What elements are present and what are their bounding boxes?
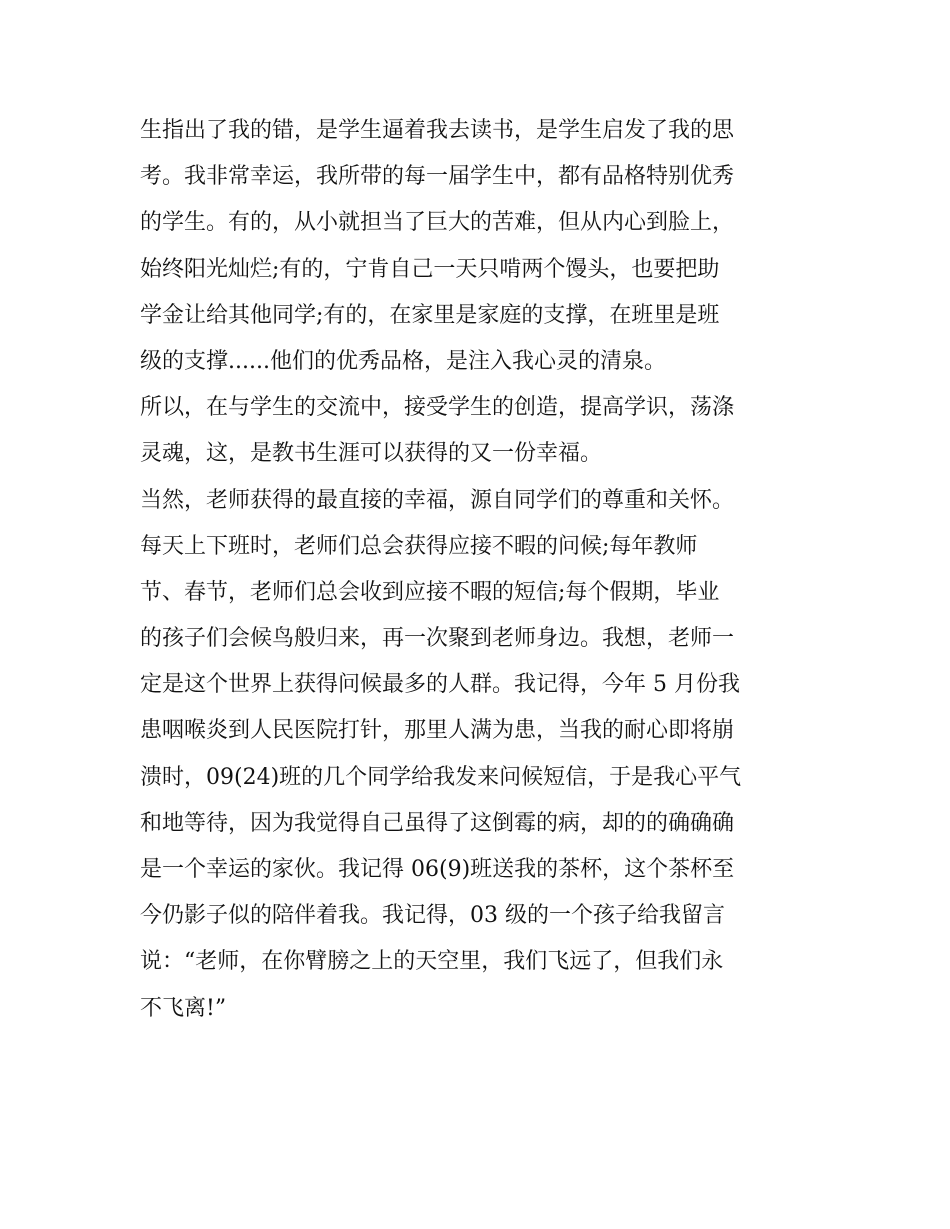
text-line: 生指出了我的错，是学生逼着我去读书，是学生启发了我的思 (140, 118, 735, 143)
text-line: 级的支撑......他们的优秀品格，是注入我心灵的清泉。 (140, 348, 666, 374)
text-line: 灵魂，这，是教书生涯可以获得的又一份幸福。 (140, 441, 603, 467)
text-line: 的学生。有的，从小就担当了巨大的苦难，但从内心到脸上， (140, 210, 735, 236)
body-text (140, 108, 820, 1032)
text-line: 定是这个世界上获得问候最多的人群。我记得，今年 5 月份我 (140, 672, 740, 698)
text-line: 的孩子们会候鸟般归来，再一次聚到老师身边。我想，老师一 (140, 626, 735, 652)
text-line: 考。我非常幸运，我所带的每一届学生中，都有品格特别优秀 (140, 164, 735, 190)
text-line: 所以，在与学生的交流中，接受学生的创造，提高学识，荡涤 (140, 395, 735, 421)
text-line: 始终阳光灿烂;有的，宁肯自己一天只啃两个馒头，也要把助 (140, 256, 720, 282)
text-line: 说：“老师，在你臂膀之上的天空里，我们飞远了，但我们永 (140, 949, 724, 975)
text-line: 和地等待，因为我觉得自己虽得了这倒霉的病，却的的确确确 (140, 810, 735, 836)
text-line: 不飞离!” (140, 995, 227, 1021)
text-line: 当然，老师获得的最直接的幸福，源自同学们的尊重和关怀。 (140, 487, 735, 513)
text-line: 是一个幸运的家伙。我记得 06(9)班送我的茶杯，这个茶杯至 (140, 857, 735, 882)
text-line: 今仍影子似的陪伴着我。我记得，03 级的一个孩子给我留言 (140, 903, 725, 929)
text-line: 节、春节，老师们总会收到应接不暇的短信;每个假期，毕业 (140, 579, 720, 605)
text-line: 学金让给其他同学;有的，在家里是家庭的支撑，在班里是班 (140, 302, 720, 328)
text-line: 溃时，09(24)班的几个同学给我发来问候短信，于是我心平气 (140, 764, 742, 790)
text-line: 患咽喉炎到人民医院打针，那里人满为患，当我的耐心即将崩 (140, 718, 735, 744)
text-line: 每天上下班时，老师们总会获得应接不暇的问候;每年教师 (140, 533, 698, 559)
